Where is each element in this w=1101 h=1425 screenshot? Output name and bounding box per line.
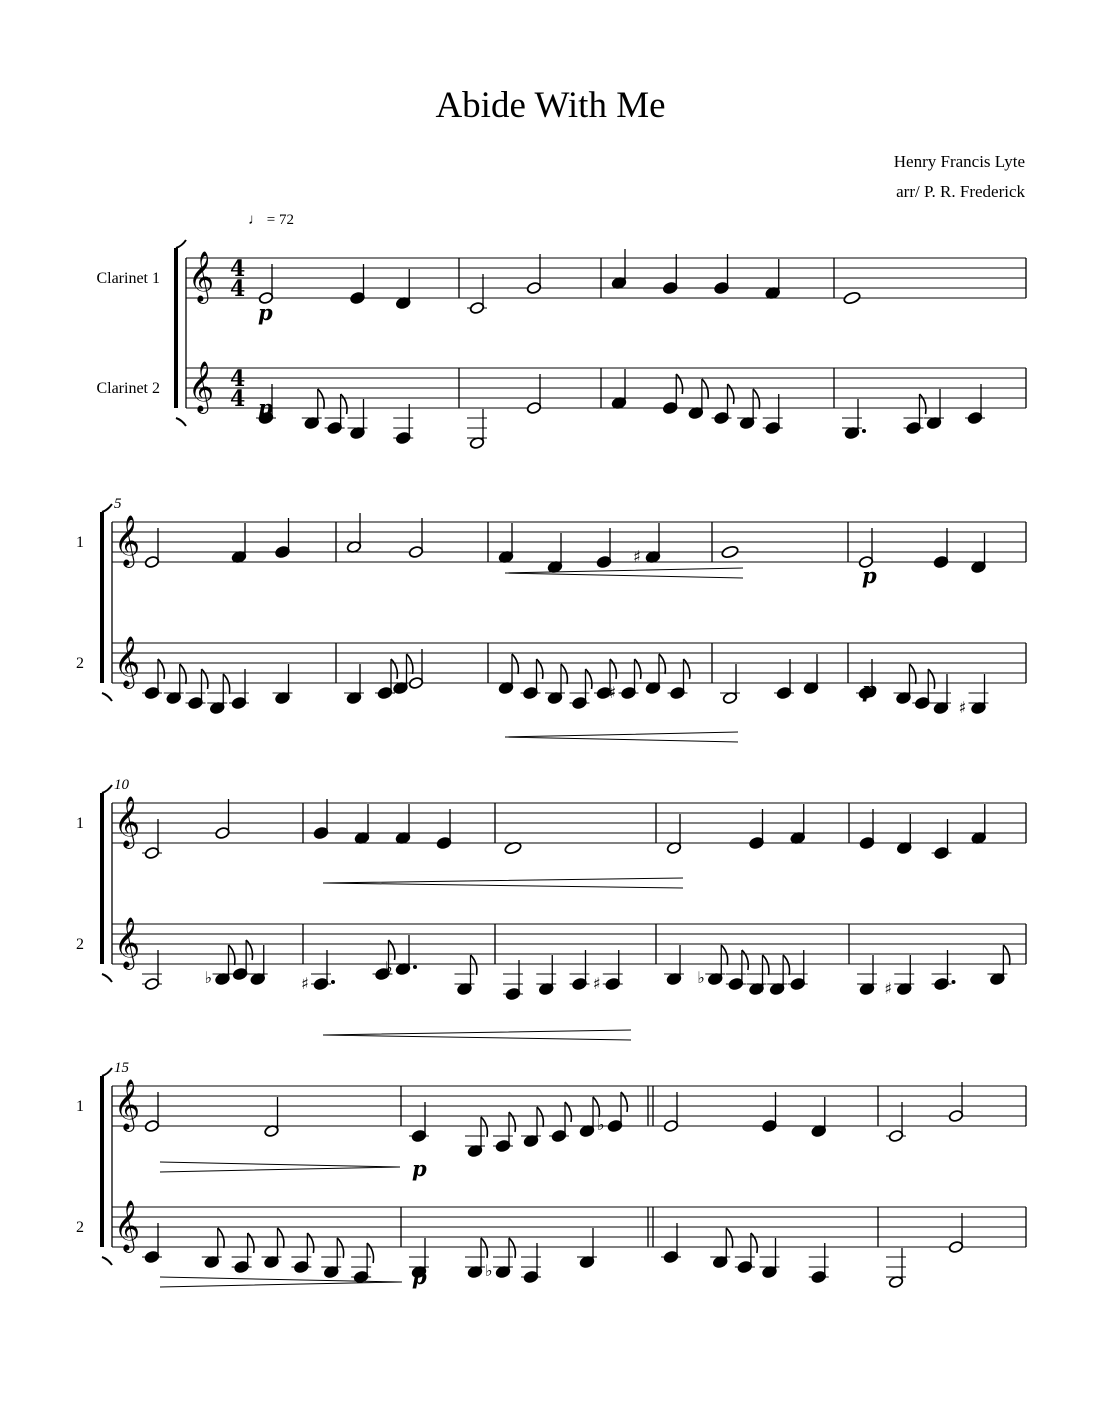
note [843,291,861,305]
note [664,945,684,986]
note [859,809,874,850]
note [886,1248,906,1289]
note [763,394,783,435]
note-flag [391,659,397,679]
dynamic-marking: p [258,300,273,325]
note-flag [481,1238,487,1258]
flat-icon: ♭ [697,968,705,987]
note [465,1117,487,1158]
note [264,1097,279,1138]
note [493,1112,515,1153]
note [144,1092,159,1133]
dynamic-marking: p [412,1156,427,1181]
note [409,1102,429,1143]
note [467,409,487,450]
treble-clef-icon: 𝄞 [114,515,141,566]
note [521,1107,543,1148]
augmentation-dot [862,429,866,433]
note [668,659,690,700]
note [577,1228,597,1269]
flat-icon: ♭ [204,968,213,987]
augmentation-dot [413,965,417,969]
note [712,384,734,425]
hairpin [505,568,743,578]
note-flag [337,1238,343,1258]
note [375,659,397,700]
note [842,399,866,440]
note-flag [763,955,769,975]
note-flag [702,379,708,399]
note [258,264,273,305]
note [596,528,611,569]
note-flag [158,659,164,679]
note [987,945,1009,986]
note [720,664,740,705]
note [521,659,543,700]
note-flag [561,664,567,684]
note [547,533,562,574]
instrument-label: 1 [76,1098,84,1115]
note-flag [565,1102,571,1122]
note [603,950,623,991]
score-title: Abide With Me [435,85,666,126]
flat-icon: ♭ [597,1115,605,1134]
note [232,1233,254,1274]
note-flag [537,1107,543,1127]
note-flag [367,1243,373,1263]
note [436,809,451,850]
note [142,819,162,860]
note [311,950,335,991]
note [721,545,739,559]
note [350,264,365,305]
note [526,374,541,415]
note [273,664,293,705]
treble-clef-icon: 𝄞 [114,796,141,847]
sharp-icon: ♯ [757,979,765,998]
note [894,664,916,705]
treble-clef-icon: 𝄞 [114,636,141,687]
note-flag [537,659,543,679]
note [262,1228,284,1269]
note [948,1082,963,1123]
note [969,674,989,715]
note [393,654,413,695]
note [395,935,417,976]
measure-number: 10 [114,777,129,793]
note-flag [742,950,748,970]
note-flag [1003,945,1009,965]
note [611,369,626,410]
note [346,513,361,554]
note [313,799,328,840]
note [526,254,541,295]
instrument-label: 1 [76,815,84,832]
note-flag [318,389,324,409]
measure-number: 5 [114,496,122,512]
note [790,804,805,845]
note [321,1238,343,1279]
note-flag [751,1233,757,1253]
note [570,950,590,991]
note [932,819,952,860]
note [857,955,877,996]
note [186,669,208,710]
note-flag [635,659,641,679]
note [661,1223,681,1264]
note [202,1228,224,1269]
notehead [721,545,739,559]
hairpin [323,878,683,888]
note [762,1092,777,1133]
note-flag [728,384,734,404]
note [344,664,364,705]
time-signature-top: 4 [230,366,246,392]
treble-clef-icon: 𝄞 [188,251,215,302]
instrument-label: Clarinet 2 [96,380,160,397]
note [765,259,780,300]
time-signature-bottom: 4 [230,386,246,412]
augmentation-dot [952,980,956,984]
note-flag [621,1092,627,1112]
note [760,1238,780,1279]
time-signature-top: 4 [230,256,246,282]
note [924,389,944,430]
note [645,523,660,564]
dynamic-marking: p [412,1264,427,1289]
note [325,394,347,435]
note [971,533,986,574]
note [971,804,986,845]
note [215,799,230,840]
note [467,274,487,315]
instrument-label: Clarinet 1 [96,270,160,287]
note [663,254,678,295]
note [965,384,985,425]
sharp-icon: ♯ [301,974,309,993]
note [302,389,324,430]
augmentation-dot [331,980,335,984]
note-flag [721,945,727,965]
note-flag [481,1117,487,1137]
note [142,659,164,700]
hairpin [160,1162,400,1172]
note [809,1243,829,1284]
note-flag [676,374,682,394]
note [705,945,727,986]
note-flag [910,664,916,684]
note [213,945,235,986]
note-flag [586,669,592,689]
dynamic-marking: p [258,395,273,420]
note [666,814,681,855]
note [395,804,410,845]
note [933,528,948,569]
note [904,394,926,435]
note-flag [684,659,690,679]
instrument-label: 2 [76,936,84,953]
note-flag [920,394,926,414]
hairpin [323,1030,631,1040]
note-flag [341,394,347,414]
dynamic-marking: p [862,563,877,588]
note [393,404,413,445]
note [351,1243,373,1284]
note [803,654,818,695]
note [894,955,914,996]
note [897,814,912,855]
note [570,669,592,710]
note [645,654,665,695]
note [498,654,518,695]
note-flag [218,1228,224,1248]
note-flag [509,1238,515,1258]
note [164,664,186,705]
note [886,1102,906,1143]
note-flag [246,940,252,960]
note-flag [593,1097,599,1117]
note [408,649,423,690]
note [536,955,556,996]
flat-icon: ♭ [385,958,393,977]
note-flag [512,654,518,674]
flat-icon: ♭ [485,1261,493,1280]
note-flag [180,664,186,684]
note [291,1233,313,1274]
arranger-credit: arr/ P. R. Frederick [896,182,1025,201]
note-flag [659,654,665,674]
note [142,950,162,991]
note-flag [407,654,413,674]
instrument-label: 1 [76,534,84,551]
treble-clef-icon: 𝄞 [114,1200,141,1251]
dynamic-marking: p [862,677,877,702]
note [774,659,794,700]
measure-number: 15 [114,1060,129,1076]
note-flag [278,1228,284,1248]
treble-clef-icon: 𝄞 [188,361,215,412]
note-flag [753,389,759,409]
note [932,950,956,991]
note [767,955,789,996]
note [714,254,729,295]
note [545,664,567,705]
sharp-icon: ♯ [958,698,967,717]
note [354,804,369,845]
note [248,945,268,986]
note [811,1097,826,1138]
note [619,659,641,700]
note [688,379,708,420]
note [348,399,368,440]
note [498,523,513,564]
note [455,955,477,996]
note [142,1223,162,1264]
note-flag [509,1112,515,1132]
notehead [843,291,861,305]
sharp-icon: ♯ [884,979,892,998]
note-flag [202,669,208,689]
note [207,674,229,715]
instrument-label: 2 [76,655,84,672]
note-flag [928,669,934,689]
note-flag [783,955,789,975]
note-flag [223,674,229,694]
note [737,389,759,430]
note-flag [307,1233,313,1253]
instrument-label: 2 [76,1219,84,1236]
note [493,1238,515,1279]
note-flag [248,1233,254,1253]
note [229,669,249,710]
note [948,1213,963,1254]
note [549,1102,571,1143]
note [275,518,290,559]
note [408,518,423,559]
note [144,528,159,569]
composer-credit: Henry Francis Lyte [893,152,1025,171]
note [611,249,626,290]
note-flag [389,940,395,960]
note-flag [726,1228,732,1248]
note [503,960,523,1001]
note [788,950,808,991]
tempo-marking: ♩ = 72 [248,212,294,228]
note [663,1092,678,1133]
sharp-icon: ♯ [592,974,601,993]
note-flag [229,945,235,965]
note [726,950,748,991]
treble-clef-icon: 𝄞 [114,917,141,968]
note [710,1228,732,1269]
note [735,1233,757,1274]
hairpin [505,732,738,742]
note [521,1243,541,1284]
note [231,523,246,564]
note [396,269,411,310]
sharp-icon: ♯ [608,683,617,702]
sharp-icon: ♯ [633,547,641,566]
treble-clef-icon: 𝄞 [114,1079,141,1130]
time-signature-bottom: 4 [230,276,246,302]
note-flag [610,659,616,679]
note-flag [471,955,477,975]
note [749,809,764,850]
